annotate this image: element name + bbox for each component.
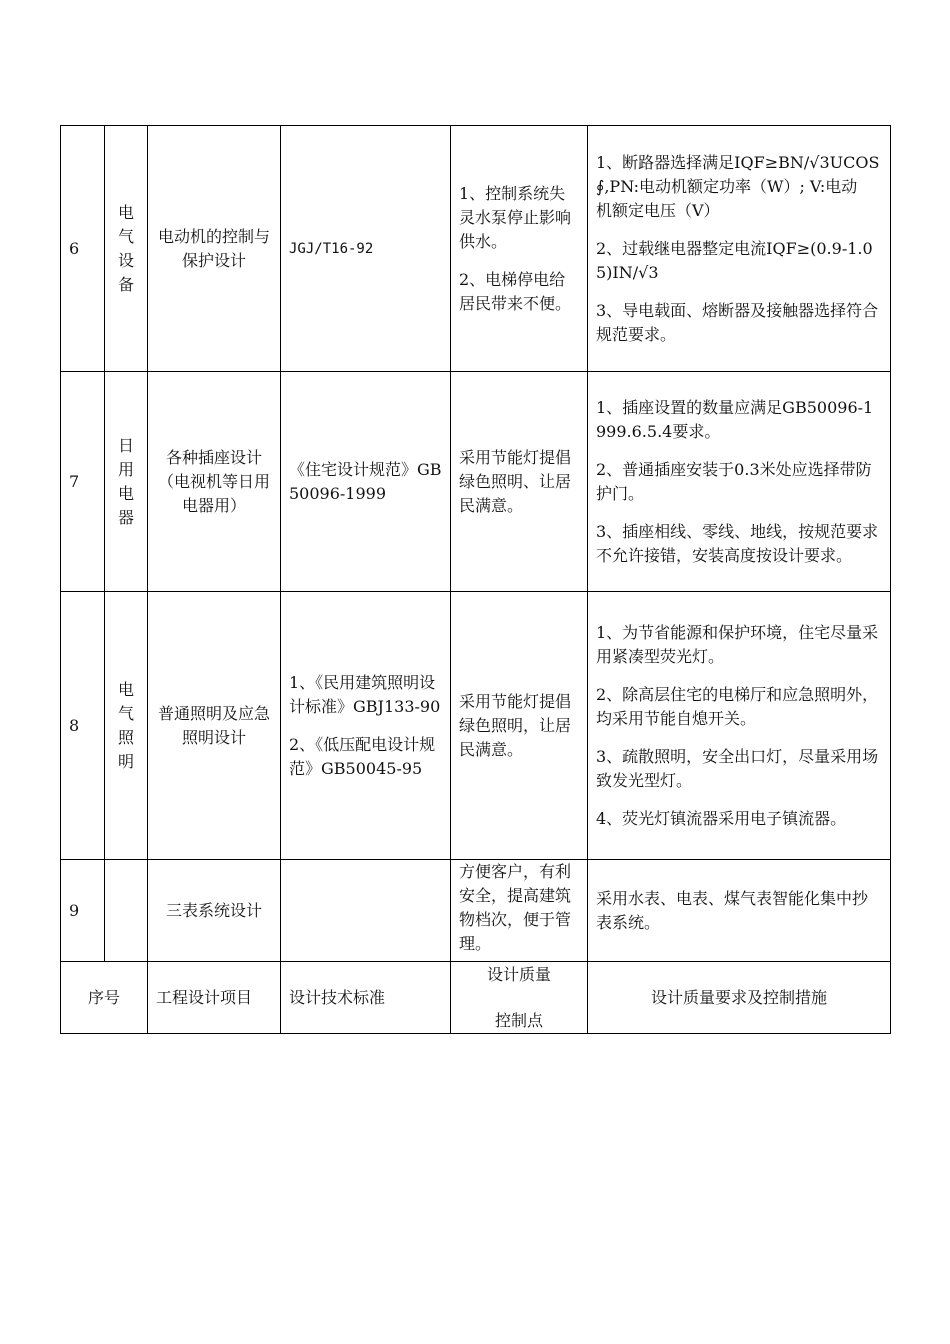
- standard-entry: 2、《低压配电设计规范》GB50045-95: [289, 734, 436, 778]
- table-row: [61, 126, 891, 372]
- requirement-entry: 1、断路器选择满足IQF≥BN/√3UCOS∮,PN:电动机额定功率（W）; V:电动 机额定电压（V）: [596, 152, 880, 220]
- header-control-line1: 设计质量: [486, 964, 551, 984]
- table-row: [61, 860, 891, 962]
- table-row: [61, 592, 891, 860]
- requirement-entry: 3、插座相线、零线、地线，按规范要求不允许接错，安装高度按设计要求。: [596, 521, 879, 565]
- row-number: 8: [61, 592, 105, 860]
- control-entry: 1、控制系统失灵水泵停止影响供水。: [459, 183, 572, 251]
- row-standard: [281, 126, 451, 372]
- standard-entry: 《住宅设计规范》GB50096-1999: [289, 459, 442, 503]
- header-project-item: 工程设计项目: [148, 962, 281, 1034]
- table-header-row: [61, 962, 891, 1034]
- control-entry: 采用节能灯提倡绿色照明，让居民满意。: [459, 691, 572, 759]
- row-number: 9: [61, 860, 105, 962]
- header-control-line2: 控制点: [494, 1010, 543, 1030]
- control-entry: 方便客户，有利安全，提高建筑物档次，便于管理。: [459, 862, 572, 953]
- row-category: 电 气 设 备: [105, 126, 148, 372]
- requirement-entry: 4、荧光灯镇流器采用电子镇流器。: [596, 808, 847, 828]
- row-standard: [281, 592, 451, 860]
- row-requirements: [588, 372, 891, 592]
- header-requirements: 设计质量要求及控制措施: [588, 962, 891, 1034]
- header-standard: 设计技术标准: [281, 962, 451, 1034]
- requirement-entry: 1、为节省能源和保护环境，住宅尽量采用紧凑型荧光灯。: [596, 622, 879, 666]
- row-project-item: 普通照明及应急照明设计: [148, 592, 281, 860]
- header-number: 序号: [61, 962, 148, 1034]
- row-control-point: [451, 372, 588, 592]
- row-project-item: 电动机的控制与保护设计: [148, 126, 281, 372]
- row-project-item: 各种插座设计（电视机等日用电器用）: [148, 372, 281, 592]
- row-requirements: [588, 592, 891, 860]
- requirement-entry: 2、除高层住宅的电梯厅和应急照明外，均采用节能自熄开关。: [596, 684, 879, 728]
- design-quality-table: [60, 125, 891, 1034]
- requirement-entry: 2、普通插座安装于0.3米处应选择带防护门。: [596, 459, 872, 503]
- row-standard: [281, 860, 451, 962]
- requirement-entry: 3、导电载面、熔断器及接触器选择符合规范要求。: [596, 300, 879, 344]
- row-project-item: 三表系统设计: [148, 860, 281, 962]
- control-entry: 2、电梯停电给居民带来不便。: [459, 269, 572, 313]
- row-number: 6: [61, 126, 105, 372]
- row-category: [105, 860, 148, 962]
- table-row: [61, 372, 891, 592]
- requirement-entry: 1、插座设置的数量应满足GB50096-1999.6.5.4要求。: [596, 397, 874, 441]
- standard-entry: JGJ/T16-92: [289, 240, 374, 257]
- header-control-point: [451, 962, 588, 1034]
- standard-entry: 1、《民用建筑照明设计标准》GBJ133-90: [289, 672, 441, 716]
- row-control-point: [451, 592, 588, 860]
- row-category: 日 用 电 器: [105, 372, 148, 592]
- row-requirements: [588, 860, 891, 962]
- row-number: 7: [61, 372, 105, 592]
- row-category: 电 气 照 明: [105, 592, 148, 860]
- requirement-entry: 3、疏散照明，安全出口灯，尽量采用场致发光型灯。: [596, 746, 879, 790]
- requirement-entry: 2、过载继电器整定电流IQF≥(0.9-1.05)IN/√3: [596, 238, 873, 282]
- row-control-point: [451, 860, 588, 962]
- row-control-point: [451, 126, 588, 372]
- row-requirements: [588, 126, 891, 372]
- row-standard: [281, 372, 451, 592]
- requirement-entry: 采用水表、电表、煤气表智能化集中抄表系统。: [596, 888, 869, 932]
- control-entry: 采用节能灯提倡绿色照明、让居民满意。: [459, 447, 572, 515]
